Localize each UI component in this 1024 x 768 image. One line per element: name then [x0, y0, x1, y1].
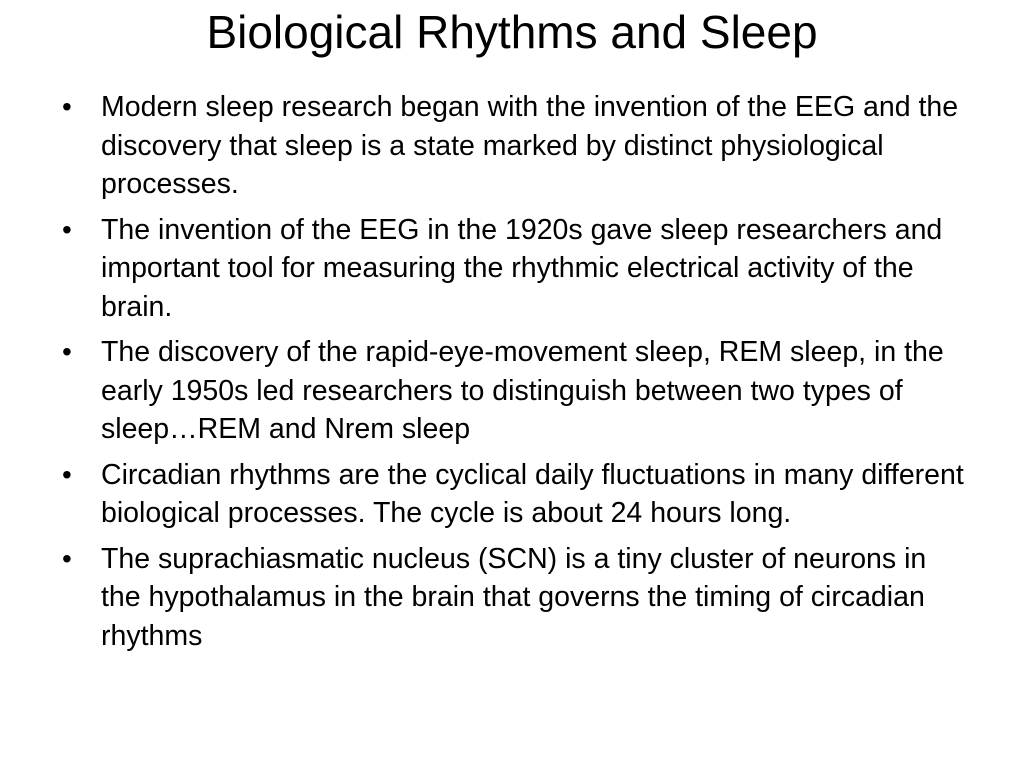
bullet-item	[62, 211, 972, 327]
bullet-dot-icon: •	[62, 458, 72, 490]
bullet-item	[62, 540, 972, 656]
bullet-text: Modern sleep research began with the invention of the EEG and the discovery that sleep is a state marked by distinct physiological processes.	[101, 91, 959, 200]
bullet-dot-icon: •	[62, 91, 72, 122]
bullet-item	[62, 88, 972, 204]
bullet-item	[62, 333, 972, 449]
bullet-text: The invention of the EEG in the 1920s gave sleep researchers and important tool for measuring the rhythmic electrical activity of the brain.	[101, 213, 943, 323]
bullet-item	[62, 456, 972, 533]
bullet-dot-icon: •	[62, 542, 72, 574]
bullet-dot-icon: •	[62, 213, 72, 245]
bullet-dot-icon: •	[62, 336, 72, 367]
bullet-text: The discovery of the rapid-eye-movement sleep, REM sleep, in the early 1950s led researchers to distinguish between two types of sleep…REM and Nrem sleep	[101, 336, 944, 445]
bullet-list	[62, 88, 972, 662]
bullet-text: The suprachiasmatic nucleus (SCN) is a tiny cluster of neurons in the hypothalamus in the brain that governs the timing of circadian rhythms	[101, 542, 927, 652]
bullet-text: Circadian rhythms are the cyclical daily fluctuations in many different biological processes. The cycle is about 24 hours long.	[101, 458, 964, 529]
slide-title: Biological Rhythms and Sleep	[206, 6, 818, 58]
